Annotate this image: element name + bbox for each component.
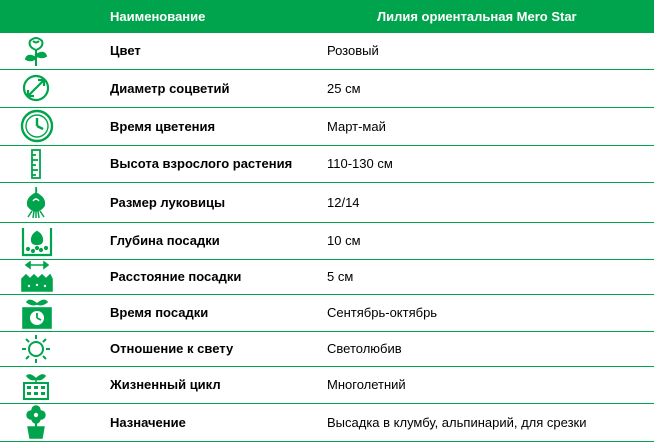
table-row	[0, 259, 654, 294]
row-name: Высота взрослого растения	[110, 156, 293, 171]
row-value: Розовый	[327, 43, 379, 59]
row-value: Светолюбив	[327, 341, 402, 356]
table-row	[0, 403, 654, 441]
row-name: Назначение	[110, 414, 186, 430]
row-name: Время посадки	[110, 305, 209, 320]
row-value: Сентябрь-октябрь	[327, 305, 438, 320]
table-row	[0, 33, 654, 69]
table-row	[0, 182, 654, 222]
sun-icon	[20, 333, 100, 365]
row-name: Глубина посадки	[110, 233, 220, 248]
row-value: Многолетний	[327, 377, 406, 392]
rose-icon	[20, 35, 100, 67]
row-name: Жизненный цикл	[110, 377, 221, 392]
header-value: Лилия ориентальная Mero Star	[377, 9, 577, 24]
row-value: Март-май	[327, 118, 386, 134]
row-value: 10 см	[327, 233, 361, 248]
row-name: Время цветения	[110, 118, 216, 134]
planting-time-icon	[20, 296, 100, 330]
header-name: Наименование	[110, 9, 206, 24]
table-row	[0, 222, 654, 259]
ruler-icon	[20, 148, 100, 180]
planting-distance-icon	[20, 261, 100, 293]
table-row	[0, 145, 654, 182]
table-row	[0, 366, 654, 403]
row-name: Отношение к свету	[110, 341, 234, 356]
row-name: Диаметр соцветий	[110, 80, 230, 96]
clock-icon	[20, 109, 100, 143]
row-name: Цвет	[110, 43, 141, 59]
table-row	[0, 294, 654, 331]
table-row	[0, 331, 654, 366]
row-name: Размер луковицы	[110, 194, 226, 210]
row-value: Высадка в клумбу, альпинарий, для срезки	[327, 414, 587, 430]
calendar-plant-icon	[20, 369, 100, 401]
row-value: 12/14	[327, 194, 360, 210]
row-name: Расстояние посадки	[110, 269, 242, 284]
diameter-icon	[20, 72, 100, 104]
table-row	[0, 107, 654, 145]
table-row	[0, 69, 654, 107]
planting-depth-icon	[20, 225, 100, 257]
table-header-row	[0, 0, 654, 33]
header-icon-cell	[0, 0, 100, 33]
flower-pot-icon	[20, 405, 100, 439]
row-value: 25 см	[327, 80, 361, 96]
row-value: 5 см	[327, 269, 354, 284]
row-value: 110-130 см	[327, 156, 393, 171]
bulb-icon	[20, 185, 100, 219]
